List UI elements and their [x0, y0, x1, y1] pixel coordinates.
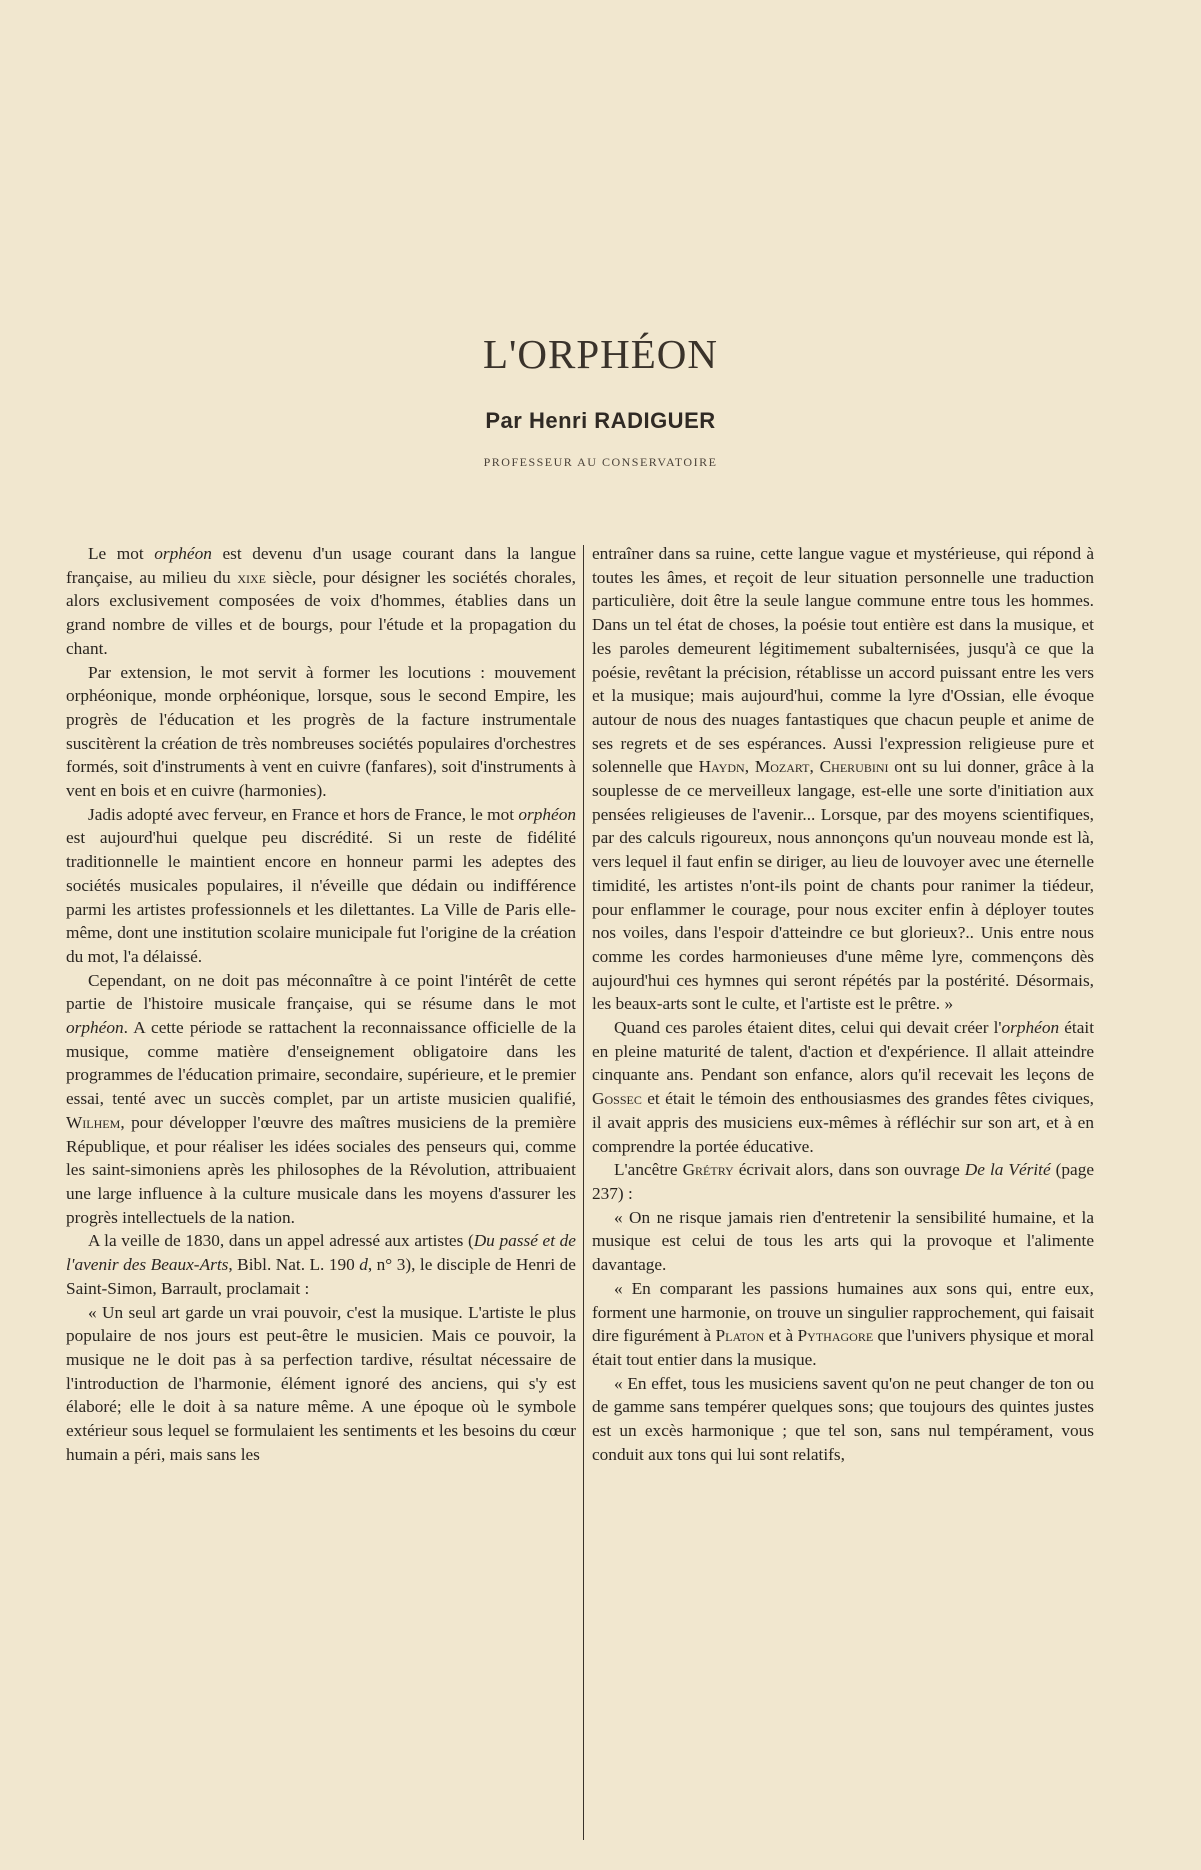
quote-paragraph: « En comparant les passions humaines aux sons qui, entre eux, forment une harmonie, on trouve un singulier rapprochement, qui faisait dire figurément à Platon et à Pythagore que l'univers physique et moral était tout entier dans la musique. [592, 1278, 1094, 1369]
italic-term: orphéon [66, 1018, 124, 1038]
century-numeral: xixe [237, 567, 266, 587]
paragraph: L'ancêtre Grétry écrivait alors, dans son ouvrage De la Vérité (page 237) : [592, 1160, 1094, 1203]
person-name: Cherubini [819, 757, 889, 777]
italic-letter: d [359, 1255, 368, 1275]
left-column [66, 542, 576, 1842]
paragraph: A la veille de 1830, dans un appel adressé aux artistes (Du passé et de l'avenir des Beaux-Arts, Bibl. Nat. L. 190 d, n° 3), le disciple de Henri de Saint-Simon, Barrault, proclamait : [66, 1231, 576, 1298]
article-title: L'ORPHÉON [482, 331, 719, 377]
paragraph: Jadis adopté avec ferveur, en France et hors de France, le mot orphéon est aujourd'hui quelque peu discrédité. Si un reste de fidélité traditionnelle le maintient encore en honneur parmi les adeptes des sociétés musicales populaires, il n'éveille que dédain ou indifférence parmi les artistes professionnels et les dilettantes. La Ville de Paris elle-même, dont une institution scolaire municipale fut l'origine de la création du mot, l'a délaissé. [66, 804, 576, 966]
paragraph: Le mot orphéon est devenu d'un usage courant dans la langue française, au milieu du xixe siècle, pour désigner les sociétés chorales, alors exclusivement composées de voix d'hommes, établies dans un grand nombre de villes et de bourgs, pour l'étude et la propagation du chant. [66, 544, 576, 658]
paragraph: Par extension, le mot servit à former les locutions : mouvement orphéonique, monde orphéonique, lorsque, sous le second Empire, les progrès de l'éducation et les progrès de la facture instrumentale suscitèrent la création de très nombreuses sociétés populaires d'orchestres formés, soit d'instruments à vent en cuivre (fanfares), soit d'instruments à vent en bois et en cuivre (harmonies). [66, 662, 576, 801]
person-name: Haydn [698, 757, 745, 777]
paragraph: Quand ces paroles étaient dites, celui qui devait créer l'orphéon était en pleine maturité de talent, d'action et d'expérience. Il allait atteindre cinquante ans. Pendant son enfance, alors qu'il recevait les leçons de Gossec et était le témoin des enthousiasmes des grandes fêtes civiques, il avait appris des musiciens eux-mêmes à réfléchir sur son art, et à en comprendre la portée éducative. [592, 1018, 1094, 1156]
paragraph: Cependant, on ne doit pas méconnaître à ce point l'intérêt de cette partie de l'histoire musicale française, qui se résume dans le mot orphéon. A cette période se rattachent la reconnaissance officielle de la musique, comme matière d'enseignement obligatoire dans les programmes de l'éducation primaire, secondaire, supérieure, et le premier essai, tenté avec un succès complet, par un artiste musicien qualifié, Wilhem, pour développer l'œuvre des maîtres musiciens de la première République, et pour réaliser les idées sociales des penseurs qui, comme les saint-simoniens après les philosophes de la Révolution, attribuaient une large influence à la culture musicale dans les moyens d'assurer les progrès intellectuels de la nation. [66, 970, 576, 1227]
italic-title: Du passé et de l'avenir des Beaux-Arts [66, 1231, 576, 1275]
italic-title: De la Vérité [964, 1160, 1051, 1180]
quote-paragraph: entraîner dans sa ruine, cette langue vague et mystérieuse, qui répond à toutes les âmes, et reçoit de leur situation personnelle une traduction particulière, doit être la seule langue commune entre tous les hommes. Dans un tel état de choses, la poésie tout entière est dans la musique, et les paroles demeurent légitimement subalternisées, jusqu'à ce que la poésie, revêtant la précision, rétablisse un accord puissant entre les vers et la musique; mais aujourd'hui, comme la lyre d'Ossian, elle évoque autour de nous des nuages fantastiques que chacun peuple et anime de ses regrets et de ses espérances. Aussi l'expression religieuse pure et solennelle que Haydn, Mozart, Cherubini ont su lui donner, grâce à la souplesse de ce merveilleux langage, est-elle une sorte d'initiation aux pensées religieuses de l'avenir... Lorsque, par des moyens scientifiques, par des calculs rigoureux, nous annonçons qu'un nouveau monde est là, vers lequel il faut enfin se diriger, au lieu de louvoyer avec une éternelle timidité, les artistes n'ont-ils point de chants pour ranimer la tiédeur, pour enflammer le courage, pour nous exciter enfin à déployer toutes nos voiles, dans l'espoir d'atteindre ce but glorieux?.. Unis entre nous comme les cordes harmonieuses d'une même lyre, commençons dès aujourd'hui ces hymnes qui seront répétés par la postérité. Désormais, les beaux-arts sont le culte, et l'artiste est le prêtre. » [592, 544, 1094, 1014]
quote-paragraph: « Un seul art garde un vrai pouvoir, c'est la musique. L'artiste le plus populaire de nos jours est peut-être le musicien. Mais ce pouvoir, la musique ne le doit pas à sa perfection tardive, résultat nécessaire de l'introduction de l'harmonie, élément ignoré des anciens, qui s'y est élaboré; elle le doit à sa nature même. A une époque où le symbole extérieur sous lequel se formulaient les sentiments et les besoins du cœur humain a péri, mais sans les [66, 1302, 576, 1464]
right-column [592, 542, 1094, 1842]
quote-paragraph: « On ne risque jamais rien d'entretenir la sensibilité humaine, et la musique est celui de tous les arts qui la provoque et l'alimente davantage. [592, 1207, 1094, 1275]
column-divider [583, 545, 584, 1840]
person-name: Platon [715, 1326, 765, 1346]
author-affiliation: PROFESSEUR AU CONSERVATOIRE [483, 455, 718, 469]
author-byline: Par Henri RADIGUER [485, 408, 716, 433]
italic-term: orphéon [154, 544, 212, 563]
person-name: Mozart [754, 757, 810, 777]
italic-term: orphéon [1001, 1018, 1060, 1038]
italic-term: orphéon [518, 804, 576, 824]
person-name: Wilhem [66, 1112, 121, 1132]
person-name: Gossec [592, 1089, 642, 1109]
person-name: Pythagore [797, 1326, 874, 1346]
quote-paragraph: « En effet, tous les musiciens savent qu'on ne peut changer de ton ou de gamme sans tempérer quelques sons; que toujours des quintes justes est un excès harmonique ; que tel son, sans nul tempérament, vous conduit aux tons qui lui sont relatifs, [592, 1373, 1094, 1464]
person-name: Grétry [682, 1160, 734, 1180]
